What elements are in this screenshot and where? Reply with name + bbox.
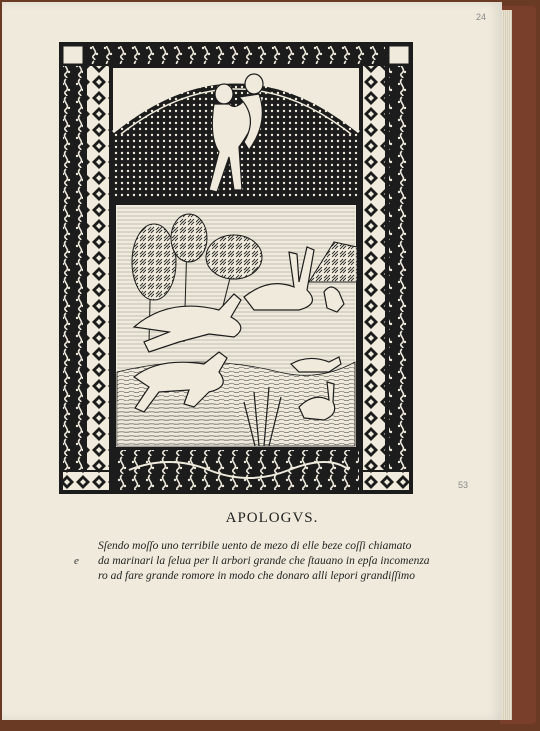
text-line: ro ad fare grande romore in modo che donaro alli lepori grandiſſimo [98,570,415,582]
body-text [98,539,438,584]
text-line: da marinari la ſelua per li arbori grande che ſtauano in epſa incomenza [98,555,430,567]
folio-number: 24 [476,12,487,22]
book-page [2,2,502,720]
chapter-heading: APOLOGVS. [225,510,319,526]
woodcut-illustration [59,42,413,494]
signature-mark: 53 [458,480,469,490]
text-line: Sſendo moſſo uno terribile uento de mezo di elle beze coſſi chiamato [98,540,412,552]
margin-note: e [74,555,79,567]
